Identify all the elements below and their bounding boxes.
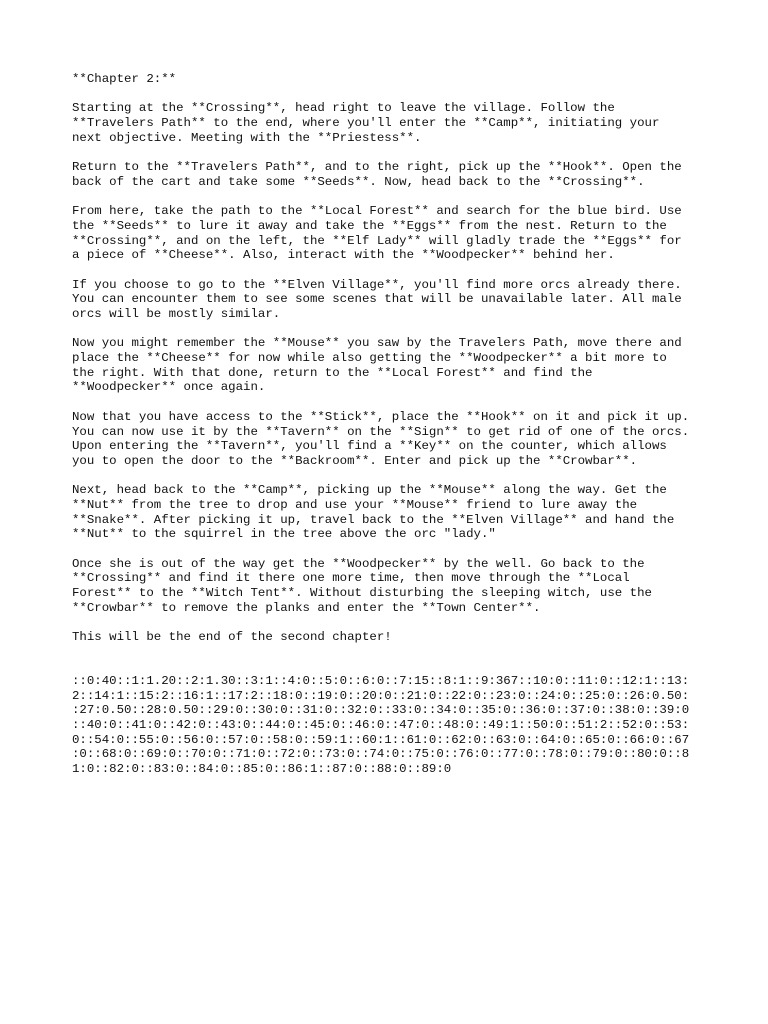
code-line: 0::54:0::55:0::56:0::57:0::58:0::59:1::60:1::61:0::62:0::63:0::64:0::65:0::66:0::67 <box>72 732 690 747</box>
code-line: 1:0::82:0::83:0::84:0::85:0::86:1::87:0::88:0::89:0 <box>72 761 452 776</box>
document-page <box>72 72 702 777</box>
paragraph-3 <box>72 204 702 263</box>
paragraph-line: a piece of **Cheese**. Also, interact with the **Woodpecker** behind her. <box>72 248 615 263</box>
save-code-block <box>72 674 702 777</box>
paragraph-line: Once she is out of the way get the **Woodpecker** by the well. Go back to the <box>72 556 645 571</box>
paragraph-line: next objective. Meeting with the **Priestess**. <box>72 130 422 145</box>
closing-line: This will be the end of the second chapter! <box>72 630 392 645</box>
paragraph-line: **Crossing**, and on the left, the **Elf Lady** will gladly trade the **Eggs** for <box>72 233 682 248</box>
paragraph-8 <box>72 557 702 616</box>
paragraph-line: Starting at the **Crossing**, head right to leave the village. Follow the <box>72 101 615 116</box>
paragraph-line: If you choose to go to the **Elven Village**, you'll find more orcs already there. <box>72 277 682 292</box>
paragraph-line: you to open the door to the **Backroom**. Enter and pick up the **Crowbar**. <box>72 453 638 468</box>
paragraph-1 <box>72 101 702 145</box>
paragraph-line: **Crossing** and find it there one more time, then move through the **Local <box>72 571 630 586</box>
paragraph-line: **Travelers Path** to the end, where you'll enter the **Camp**, initiating your <box>72 116 660 131</box>
paragraph-line: **Snake**. After picking it up, travel back to the **Elven Village** and hand the <box>72 512 675 527</box>
paragraph-line: **Woodpecker** once again. <box>72 380 266 395</box>
paragraph-line: **Nut** to the squirrel in the tree above the orc "lady." <box>72 527 496 542</box>
paragraph-line: Now you might remember the **Mouse** you saw by the Travelers Path, move there and <box>72 336 682 351</box>
paragraph-line: the right. With that done, return to the **Local Forest** and find the <box>72 365 593 380</box>
paragraph-line: **Crowbar** to remove the planks and enter the **Town Center**. <box>72 600 541 615</box>
paragraph-6 <box>72 410 702 469</box>
paragraph-line: You can encounter them to see some scenes that will be unavailable later. All male <box>72 292 682 307</box>
paragraph-line: **Nut** from the tree to drop and use your **Mouse** friend to lure away the <box>72 497 638 512</box>
paragraph-line: orcs will be mostly similar. <box>72 307 281 321</box>
code-line: ::0:40::1:1.20::2:1.30::3:1::4:0::5:0::6:0::7:15::8:1::9:367::10:0::11:0::12:1::13: <box>72 673 690 688</box>
code-line: :0::68:0::69:0::70:0::71:0::72:0::73:0::74:0::75:0::76:0::77:0::78:0::79:0::80:0::8 <box>72 747 690 762</box>
code-line: :27:0.50::28:0.50::29:0::30:0::31:0::32:0::33:0::34:0::35:0::36:0::37:0::38:0::39:0 <box>72 703 690 718</box>
paragraph-2 <box>72 160 702 189</box>
paragraph-line: Forest** to the **Witch Tent**. Without disturbing the sleeping witch, use the <box>72 586 652 601</box>
paragraph-line: Upon entering the **Tavern**, you'll find a **Key** on the counter, which allows <box>72 439 667 454</box>
chapter-heading: **Chapter 2:** <box>72 72 177 86</box>
paragraph-line: place the **Cheese** for now while also getting the **Woodpecker** a bit more to <box>72 351 667 366</box>
paragraph-line: back of the cart and take some **Seeds**. Now, head back to the **Crossing**. <box>72 174 645 189</box>
paragraph-line: From here, take the path to the **Local Forest** and search for the blue bird. Use <box>72 204 682 219</box>
paragraph-line: the **Seeds** to lure it away and take the **Eggs** from the nest. Return to the <box>72 218 667 233</box>
paragraph-line: Next, head back to the **Camp**, picking up the **Mouse** along the way. Get the <box>72 483 667 498</box>
paragraph-4 <box>72 278 702 322</box>
code-line: ::40:0::41:0::42:0::43:0::44:0::45:0::46:0::47:0::48:0::49:1::50:0::51:2::52:0::53: <box>72 717 690 732</box>
paragraph-line: Return to the **Travelers Path**, and to the right, pick up the **Hook**. Open the <box>72 160 682 175</box>
code-line: 2::14:1::15:2::16:1::17:2::18:0::19:0::20:0::21:0::22:0::23:0::24:0::25:0::26:0.50: <box>72 688 690 703</box>
paragraph-5 <box>72 336 702 395</box>
paragraph-7 <box>72 483 702 542</box>
paragraph-line: Now that you have access to the **Stick**, place the **Hook** on it and pick it up. <box>72 409 690 424</box>
paragraph-line: You can now use it by the **Tavern** on the **Sign** to get rid of one of the orcs. <box>72 424 690 439</box>
